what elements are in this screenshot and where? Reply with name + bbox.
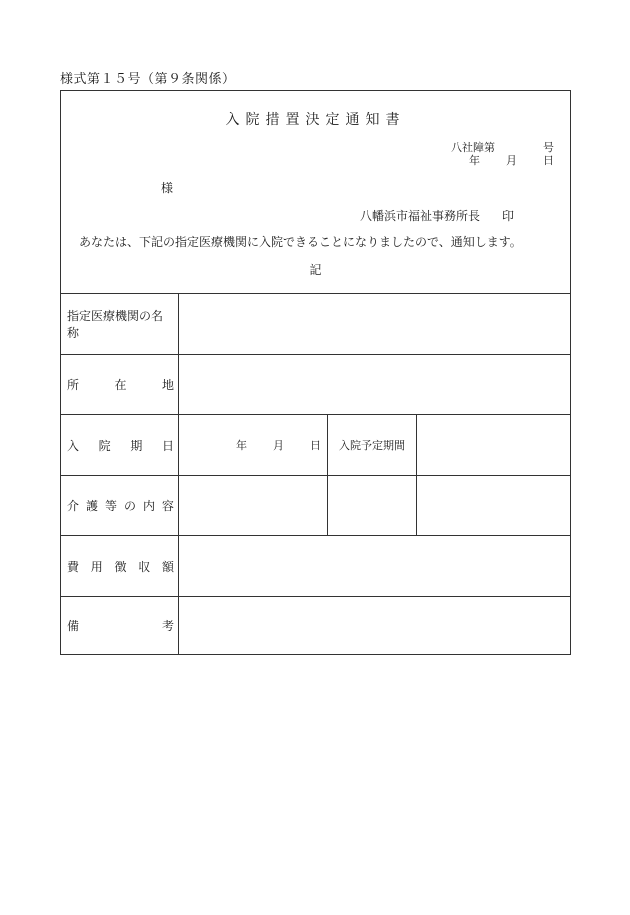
label-char: 入 bbox=[67, 438, 80, 453]
admission-day: 日 bbox=[310, 439, 321, 452]
label-char: 額 bbox=[161, 559, 174, 574]
recipient-honorific: 様 bbox=[161, 181, 174, 195]
issuer-line bbox=[360, 207, 514, 224]
ki-marker: 記 bbox=[309, 263, 322, 277]
label-char: 容 bbox=[161, 499, 174, 513]
row-care-content bbox=[61, 475, 570, 535]
label-cost bbox=[61, 536, 179, 596]
label-char: 地 bbox=[161, 378, 174, 392]
form-number: 様式第１５号（第９条関係） bbox=[60, 72, 236, 87]
label-char: 費 bbox=[67, 559, 80, 574]
document-title: 入院措置決定通知書 bbox=[225, 112, 406, 128]
label-remarks bbox=[61, 597, 179, 654]
date-month: 月 bbox=[506, 154, 517, 167]
label-char: 院 bbox=[98, 438, 111, 453]
label-char: 期 bbox=[130, 438, 143, 453]
label-char: 日 bbox=[161, 438, 174, 453]
doc-number-suffix: 号 bbox=[543, 141, 554, 154]
row-location bbox=[61, 354, 570, 414]
care-content-sub-cell bbox=[328, 476, 417, 535]
label-char: 所 bbox=[67, 378, 80, 392]
issue-date bbox=[469, 152, 554, 168]
doc-number-prefix: 八社障第 bbox=[451, 141, 495, 154]
admission-date-cell bbox=[179, 415, 328, 475]
label-char: 等 bbox=[104, 499, 117, 513]
row-remarks bbox=[61, 596, 570, 654]
label-char: 用 bbox=[90, 559, 103, 574]
row-institution-name bbox=[61, 293, 570, 354]
label-char: の bbox=[123, 499, 136, 513]
seal-mark: 印 bbox=[501, 209, 514, 223]
row-admission-date bbox=[61, 414, 570, 475]
label-institution-name-text: 指定医療機関の名称 bbox=[67, 309, 164, 340]
label-admission-date bbox=[61, 415, 179, 475]
label-char: 収 bbox=[138, 559, 151, 574]
admission-year: 年 bbox=[236, 439, 247, 452]
label-char: 考 bbox=[161, 619, 174, 633]
notice-header bbox=[61, 91, 570, 293]
date-day: 日 bbox=[543, 154, 554, 167]
label-char: 徴 bbox=[114, 559, 127, 574]
admission-period-label-text: 入院予定期間 bbox=[339, 439, 405, 452]
label-char: 在 bbox=[114, 378, 127, 392]
label-institution-name bbox=[61, 294, 179, 354]
label-char: 介 bbox=[67, 499, 80, 513]
label-location bbox=[61, 355, 179, 414]
issuer-name: 八幡浜市福祉事務所長 bbox=[359, 209, 480, 223]
row-cost bbox=[61, 535, 570, 596]
label-char: 備 bbox=[67, 619, 80, 633]
label-char: 内 bbox=[142, 499, 155, 513]
admission-period-label bbox=[328, 415, 417, 475]
label-care-content bbox=[61, 476, 179, 535]
notice-form bbox=[60, 90, 571, 655]
care-content-cell bbox=[179, 476, 328, 535]
notice-text: あなたは、下記の指定医療機関に入院できることになりましたので、通知します。 bbox=[79, 235, 522, 249]
admission-month: 月 bbox=[273, 439, 284, 452]
date-year: 年 bbox=[469, 154, 480, 167]
label-char: 護 bbox=[85, 499, 98, 513]
